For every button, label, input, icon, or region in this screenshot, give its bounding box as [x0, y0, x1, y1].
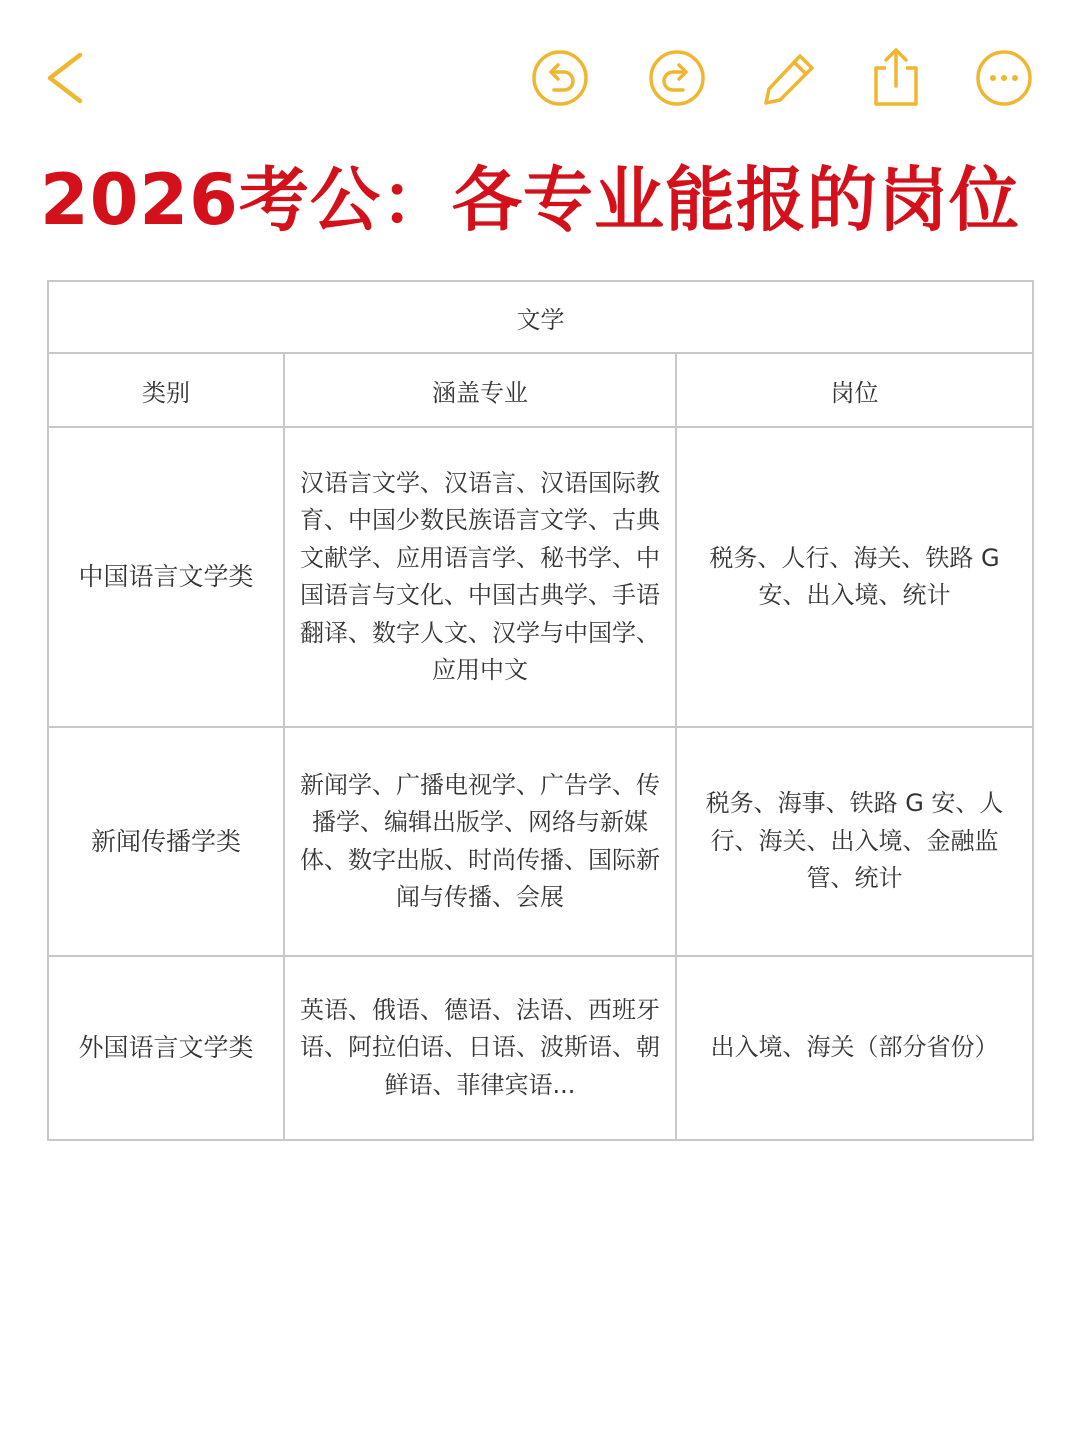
majors-cell: 新闻学、广播电视学、广告学、传播学、编辑出版学、网络与新媒体、数字出版、时尚传播、国际新闻与传播、会展	[284, 727, 676, 956]
share-icon[interactable]	[870, 46, 922, 108]
table-row	[48, 727, 1033, 956]
column-header-category: 类别	[48, 353, 284, 427]
majors-table	[47, 280, 1034, 1141]
section-header-row	[48, 281, 1033, 353]
majors-cell: 英语、俄语、德语、法语、西班牙语、阿拉伯语、日语、波斯语、朝鲜语、菲律宾语...	[284, 956, 676, 1140]
top-toolbar	[0, 0, 1080, 150]
positions-cell: 出入境、海关（部分省份）	[676, 956, 1033, 1140]
positions-cell: 税务、人行、海关、铁路 G 安、出入境、统计	[676, 427, 1033, 727]
table-row	[48, 956, 1033, 1140]
category-cell: 外国语言文学类	[48, 956, 284, 1140]
table-row	[48, 427, 1033, 727]
category-cell: 中国语言文学类	[48, 427, 284, 727]
pencil-icon[interactable]	[760, 50, 818, 108]
section-title: 文学	[48, 281, 1033, 353]
positions-cell: 税务、海事、铁路 G 安、人行、海关、出入境、金融监管、统计	[676, 727, 1033, 956]
column-header-majors: 涵盖专业	[284, 353, 676, 427]
majors-table-container	[47, 280, 1032, 1141]
category-cell: 新闻传播学类	[48, 727, 284, 956]
undo-icon[interactable]	[530, 48, 590, 108]
redo-icon[interactable]	[647, 48, 707, 108]
more-icon[interactable]	[974, 48, 1034, 108]
page-title: 2026考公：各专业能报的岗位	[40, 159, 1020, 241]
back-arrow-icon[interactable]	[42, 50, 88, 106]
majors-cell: 汉语言文学、汉语言、汉语国际教育、中国少数民族语言文学、古典文献学、应用语言学、秘书学、中国语言与文化、中国古典学、手语翻译、数字人文、汉学与中国学、应用中文	[284, 427, 676, 727]
column-header-row	[48, 353, 1033, 427]
column-header-positions: 岗位	[676, 353, 1033, 427]
